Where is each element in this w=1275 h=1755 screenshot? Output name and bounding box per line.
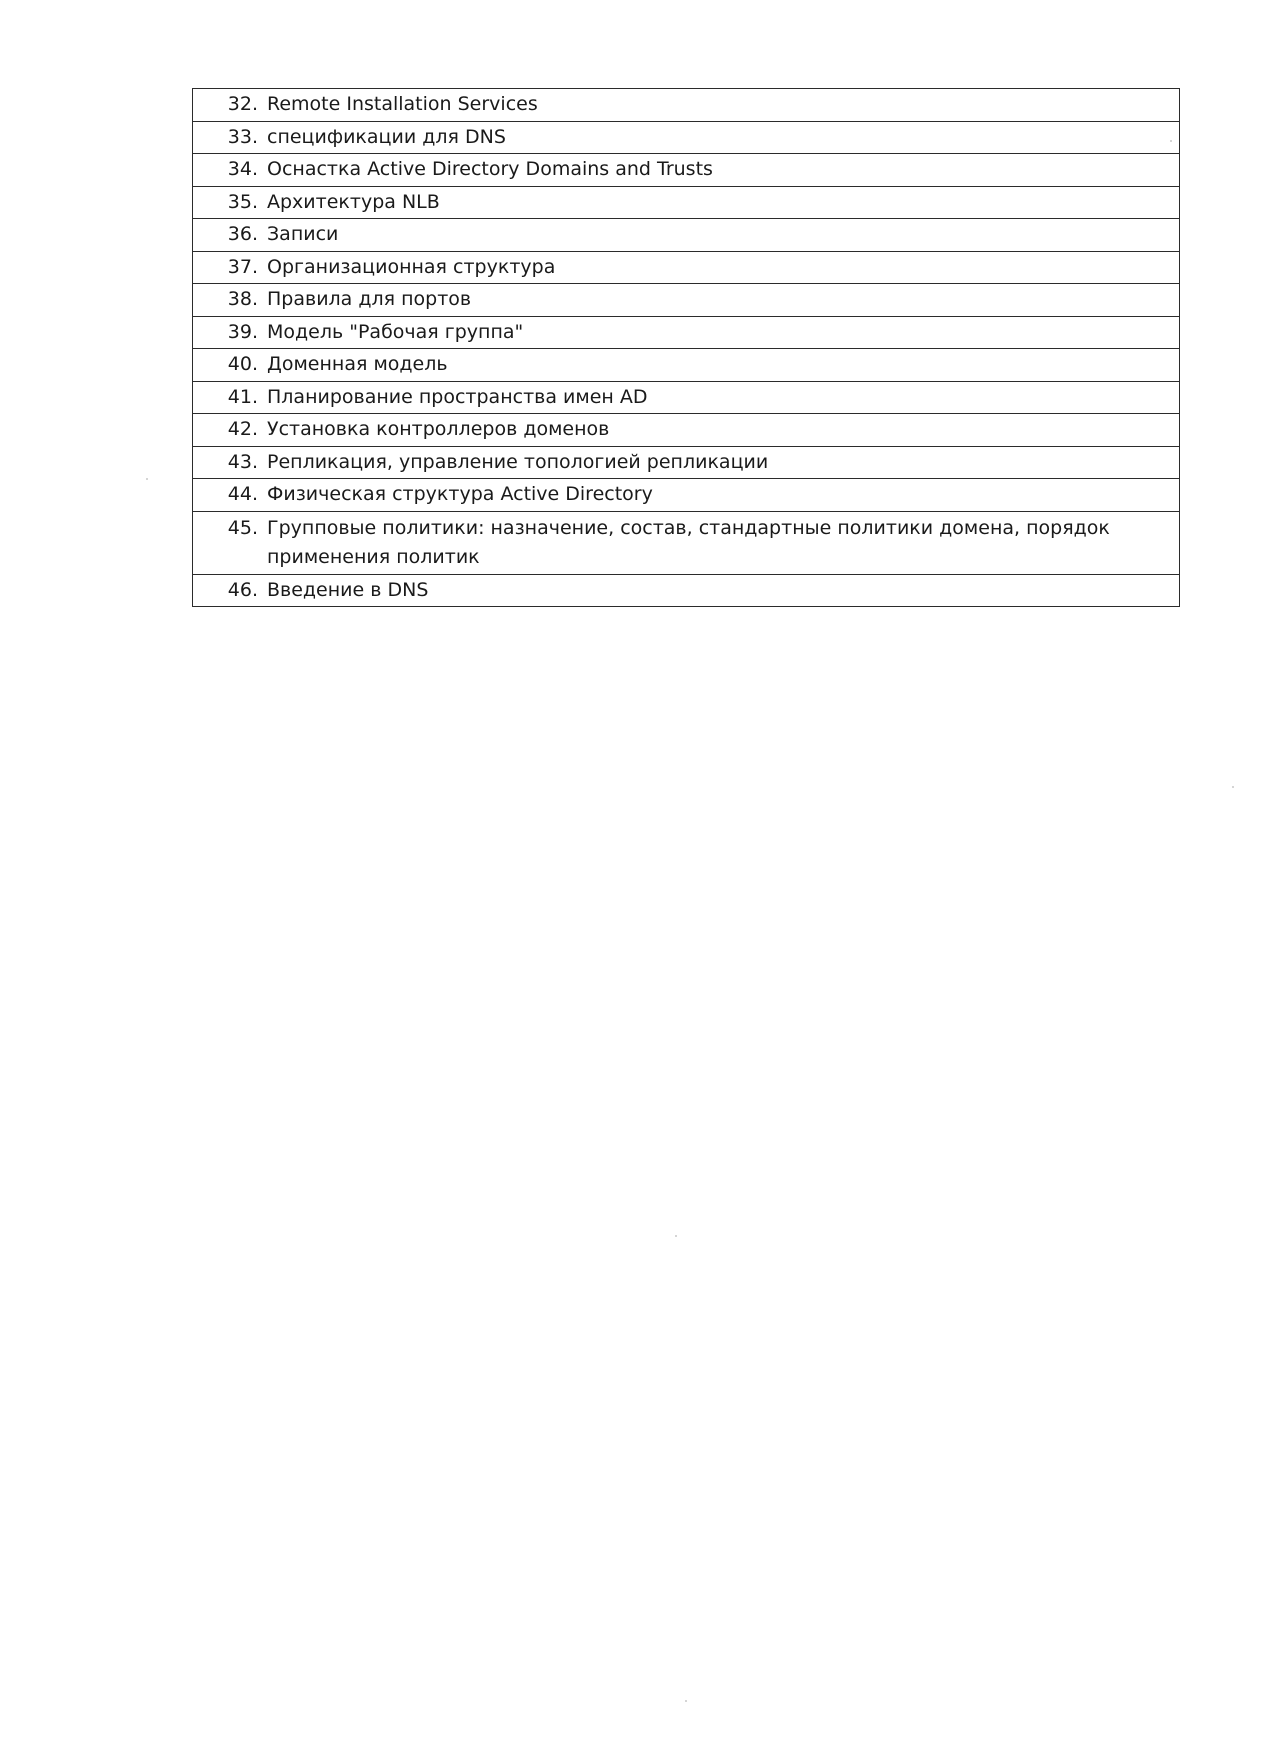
item-text: Репликация, управление топологией репликации — [267, 450, 769, 473]
scan-speck — [1232, 786, 1234, 788]
item-number: 44. — [227, 483, 258, 506]
table-cell — [193, 316, 1180, 349]
item-number: 42. — [227, 418, 258, 441]
item-number: 39. — [227, 320, 258, 343]
table-row — [193, 316, 1180, 349]
item-text: Доменная модель — [267, 353, 448, 376]
table-cell — [193, 284, 1180, 317]
item-text: Записи — [267, 223, 339, 246]
item-number: 32. — [227, 93, 258, 116]
item-number: 33. — [227, 125, 258, 148]
item-text: Планирование пространства имен AD — [267, 385, 648, 408]
scan-speck — [685, 1700, 687, 1702]
item-text: Физическая структура Active Directory — [267, 483, 653, 506]
table-cell — [193, 121, 1180, 154]
table-cell — [193, 154, 1180, 187]
item-text: Remote Installation Services — [267, 93, 538, 116]
scan-speck — [1170, 140, 1172, 142]
table-row — [193, 154, 1180, 187]
table-cell — [193, 89, 1180, 122]
item-number: 38. — [227, 288, 258, 311]
table-cell — [193, 186, 1180, 219]
table-row — [193, 121, 1180, 154]
table-row — [193, 574, 1180, 607]
item-number: 45. — [227, 516, 258, 539]
item-number: 40. — [227, 353, 258, 376]
table-cell — [193, 381, 1180, 414]
table-row — [193, 446, 1180, 479]
item-number: 35. — [227, 190, 258, 213]
table-row — [193, 89, 1180, 122]
table-cell — [193, 511, 1180, 574]
table-row — [193, 479, 1180, 512]
table-cell — [193, 574, 1180, 607]
item-number: 36. — [227, 223, 258, 246]
item-number: 37. — [227, 255, 258, 278]
item-text: Введение в DNS — [267, 578, 429, 601]
table-cell — [193, 219, 1180, 252]
table-row — [193, 219, 1180, 252]
item-text: Архитектура NLB — [267, 190, 440, 213]
table-cell — [193, 251, 1180, 284]
table-row — [193, 284, 1180, 317]
table-row — [193, 381, 1180, 414]
table-cell — [193, 414, 1180, 447]
item-text: Модель "Рабочая группа" — [267, 320, 524, 343]
table-row — [193, 186, 1180, 219]
table-row — [193, 251, 1180, 284]
item-number: 43. — [227, 450, 258, 473]
topics-table — [192, 88, 1180, 607]
item-text: Установка контроллеров доменов — [267, 418, 610, 441]
table-cell — [193, 349, 1180, 382]
table-row — [193, 349, 1180, 382]
table-row — [193, 414, 1180, 447]
table-row — [193, 511, 1180, 574]
item-number: 46. — [227, 578, 258, 601]
item-text: спецификации для DNS — [267, 125, 506, 148]
scan-speck — [146, 478, 148, 480]
item-text: Организационная структура — [267, 255, 556, 278]
item-text: Групповые политики: назначение, состав, стандартные политики домена, порядок применения политик — [267, 516, 1110, 568]
table-cell — [193, 479, 1180, 512]
item-number: 41. — [227, 385, 258, 408]
table-cell — [193, 446, 1180, 479]
item-text: Оснастка Active Directory Domains and Trusts — [267, 158, 713, 181]
item-text: Правила для портов — [267, 288, 472, 311]
scan-speck — [675, 1235, 677, 1237]
item-number: 34. — [227, 158, 258, 181]
